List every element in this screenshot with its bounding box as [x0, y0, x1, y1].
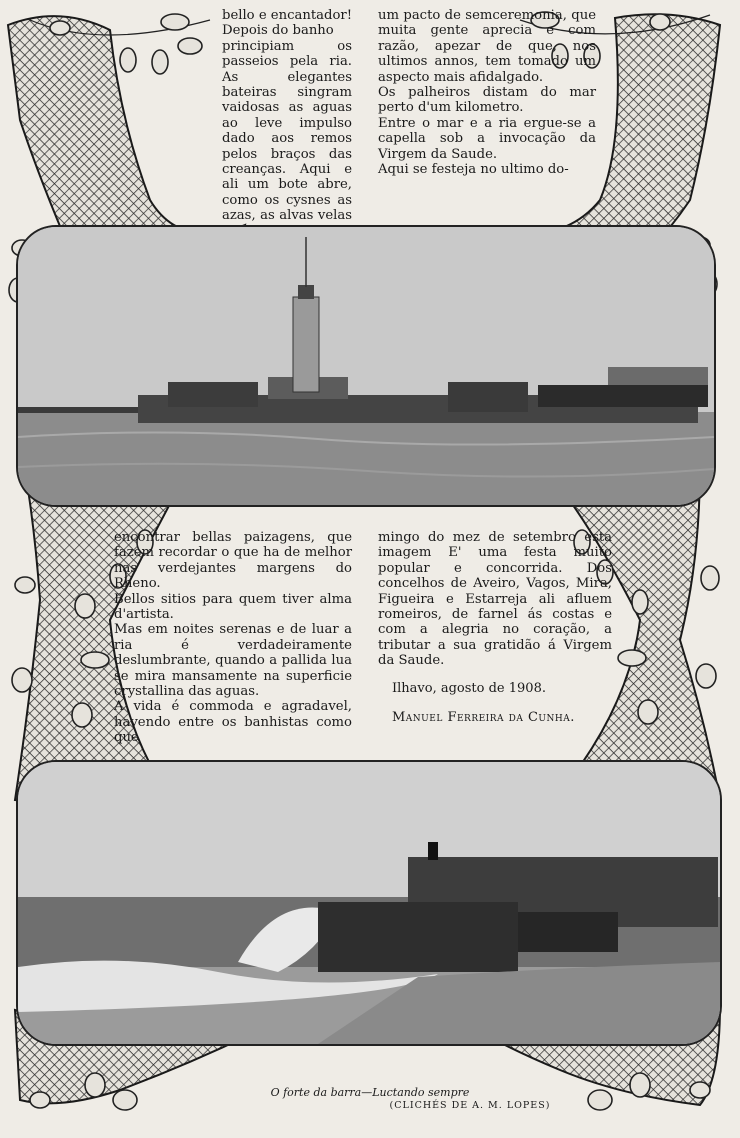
fort-photo — [16, 760, 722, 1046]
photo-caption: O forte da barra—Luctando sempre — [270, 1086, 470, 1099]
place-date: Ilhavo, agosto de 1908. — [392, 681, 546, 696]
column-mid-right: mingo do mez de setembro esta imagem E' uma festa muito popular e concorrida. Dos concelhos de Aveiro, Vagos, Mira, Figueira e Estarreja ali afluem romeiros, de farnel ás costas e com a alegria no coração, a tributar a sua gratidão á Virgem da Saude. — [378, 530, 612, 669]
fort-scene — [18, 762, 720, 1044]
lighthouse-scene — [18, 227, 714, 505]
column-top-right: um pacto de semceremonia, que muita gente aprecia e com razão, apezar de que, nos ultimos annos, tem tomado um aspecto mais afidalgado. Os palheiros distam do mar perto d'um kilometro. Entre o mar e a ria ergue-se a capella sob a invocação da Virgem da Saude. Aqui se festeja no ultimo do- — [378, 8, 596, 178]
photo-credit: (CLICHÉS DE A. M. LOPES) — [389, 1100, 551, 1111]
author-signature: Manuel Ferreira da Cunha. — [392, 710, 575, 725]
column-top-left: bello e encantador! Depois do banho principiam os passeios pela ria. As elegantes bateiras singram vaidosas as aguas ao leve impulso dado aos remos pelos braços das creanças. Aqui e ali um bote abre, como os cysnes as azas, as alvas velas — [222, 8, 352, 224]
lighthouse-photo — [16, 225, 716, 507]
column-mid-left: encontrar bellas paizagens, que fazem recordar o que ha de melhor nas verdejantes margens do Rheno. Bellos sitios para quem tiver alma d'artista. Mas em noites serenas e de luar a ria é verdadeiramente deslumbrante, quando a pallida lua se mira mansamente na superficie crystallina das aguas. A vida é commoda e agradavel, havendo entre os banhistas como que — [114, 530, 352, 746]
